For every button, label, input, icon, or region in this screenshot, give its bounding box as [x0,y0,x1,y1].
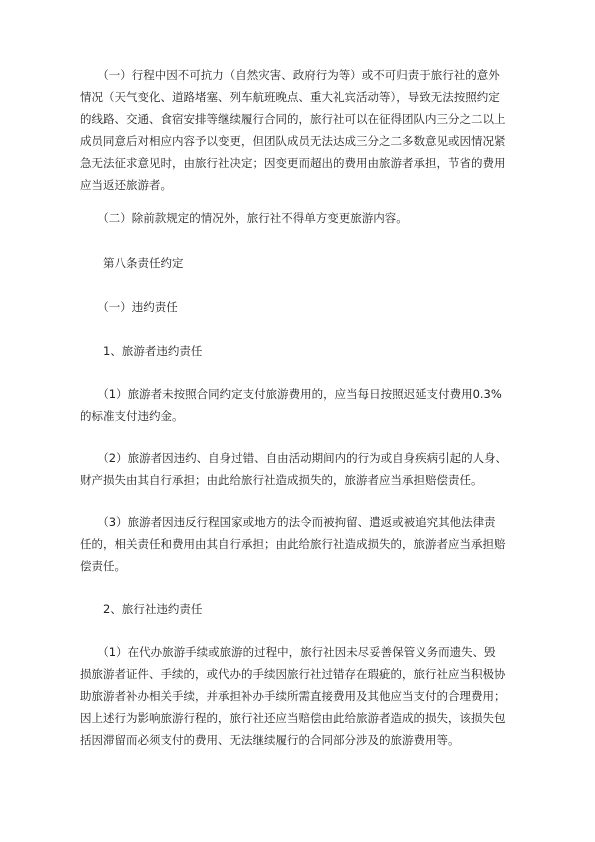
text-line: 任的，相关责任和费用由其自行承担；由此给旅行社造成损失的，旅游者应当承担赔 [80,537,506,551]
subheading-tourist-breach [80,340,520,362]
text-line: 损旅游者证件、手续的，或代办的手续因旅行社过错存在瑕疵的，旅行社应当积极协 [80,667,506,681]
text-line: 情况（天气变化、道路堵塞、列车航班晚点、重大礼宾活动等），导致无法按照约定 [80,90,500,104]
text-line: 成员同意后对相应内容予以变更，但团队成员无法达成三分之二多数意见或因情况紧 [80,134,506,148]
text-line: （1）在代办旅游手续或旅游的过程中，旅行社因未尽妥善保管义务而遗失、毁 [80,645,496,659]
text-line: （2）旅游者因违约、自身过错、自由活动期间内的行为或自身疾病引起的人身、 [80,451,508,465]
paragraph-law-violation [80,511,520,577]
paragraph-no-unilateral-change [80,207,520,229]
text-line: 急无法征求意见时，由旅行社决定；因变更而超出的费用由旅游者承担，节省的费用 [80,156,506,170]
text-line: 应当返还旅游者。 [80,178,172,192]
text-line: 括因滞留而必须支付的费用、无法继续履行的合同部分涉及的旅游费用等。 [80,733,460,747]
text-line: （1）旅游者未按照合同约定支付旅游费用的，应当每日按照迟延支付费用0.3% [80,387,502,401]
subheading-agency-breach [80,598,520,620]
text-line: （3）旅游者因违反行程国家或地方的法令而被拘留、遣返或被追究其他法律责 [80,515,496,529]
text-line: 的线路、交通、食宿安排等继续履行合同的，旅行社可以在征得团队内三分之二以上 [80,112,506,126]
text-line: 偿责任。 [80,559,126,573]
heading-text: （一）违约责任 [80,300,178,314]
text-line: 财产损失由其自行承担；由此给旅行社造成损失的，旅游者应当承担赔偿责任。 [80,473,483,487]
subheading-breach-liability [80,296,520,318]
paragraph-document-loss [80,641,520,751]
text-line: 因上述行为影响旅游行程的，旅行社还应当赔偿由此给旅游者造成的损失，该损失包 [80,711,506,725]
heading-text: 第八条责任约定 [80,256,184,270]
heading-text: 2、旅行社违约责任 [80,602,203,616]
section-heading-article-8 [80,252,520,274]
paragraph-force-majeure [80,64,520,196]
heading-text: 1、旅游者违约责任 [80,344,203,358]
text-line: 的标准支付违约金。 [80,409,184,423]
text-line: （二）除前款规定的情况外，旅行社不得单方变更旅游内容。 [80,211,408,225]
paragraph-personal-fault [80,447,520,491]
text-line: 助旅游者补办相关手续，并承担补办手续所需直接费用及其他应当支付的合理费用； [80,689,506,703]
paragraph-late-payment [80,383,520,427]
text-line: （一）行程中因不可抗力（自然灾害、政府行为等）或不可归责于旅行社的意外 [80,68,500,82]
